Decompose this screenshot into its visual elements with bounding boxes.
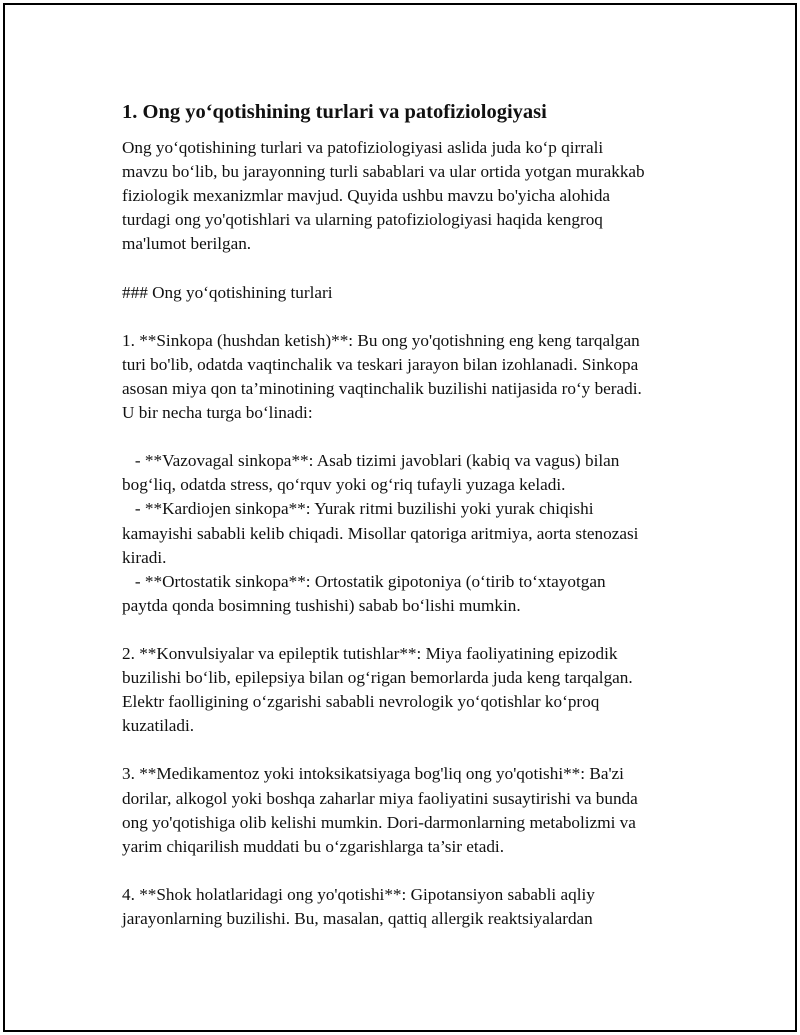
- section-heading: ### Ong yo‘qotishining turlari: [122, 282, 333, 302]
- paragraph-spacer: [122, 256, 692, 280]
- text-line: ong yo'qotishiga olib kelishi mumkin. Dori-darmonlarning metabolizmi va: [122, 812, 636, 832]
- text-line: 4. **Shok holatlaridagi ong yo'qotishi**: Gipotansiyon sababli aqliy: [122, 884, 595, 904]
- text-line: 1. **Sinkopa (hushdan ketish)**: Bu ong yo'qotishning eng keng tarqalgan: [122, 330, 640, 350]
- text-line: buzilishi bo‘lib, epilepsiya bilan og‘rigan bemorlarda juda keng tarqalgan.: [122, 668, 633, 688]
- text-line: - **Vazovagal sinkopa**: Asab tizimi javoblari (kabiq va vagus) bilan: [122, 451, 620, 471]
- text-line: kiradi.: [122, 547, 167, 567]
- text-line: asosan miya qon ta’minotining vaqtinchalik buzilishi natijasida ro‘y beradi.: [122, 378, 642, 398]
- page-frame: [3, 3, 797, 1032]
- text-line: 2. **Konvulsiyalar va epileptik tutishlar**: Miya faoliyatining epizodik: [122, 643, 618, 663]
- text-line: U bir necha turga bo‘linadi:: [122, 403, 313, 423]
- list-item-sinkopa: [122, 329, 692, 425]
- text-line: dorilar, alkogol yoki boshqa zaharlar miya faoliyatini susaytirishi va bunda: [122, 788, 638, 808]
- text-line: 3. **Medikamentoz yoki intoksikatsiyaga bog'liq ong yo'qotishi**: Ba'zi: [122, 764, 624, 784]
- text-line: - **Kardiojen sinkopa**: Yurak ritmi buzilishi yoki yurak chiqishi: [122, 499, 594, 519]
- intro-paragraph: [122, 136, 692, 256]
- text-line: Ong yo‘qotishining turlari va patofiziologiyasi aslida juda ko‘p qirrali: [122, 138, 604, 157]
- list-item-konvulsiyalar: [122, 642, 692, 738]
- paragraph-spacer: [122, 859, 692, 883]
- text-line: Elektr faolligining o‘zgarishi sababli nevrologik yo‘qotishlar ko‘proq: [122, 692, 600, 712]
- text-line: kamayishi sababli kelib chiqadi. Misollar qatoriga aritmiya, aorta stenozasi: [122, 523, 639, 543]
- text-line: - **Ortostatik sinkopa**: Ortostatik gipotoniya (o‘tirib to‘xtayotgan: [122, 571, 606, 591]
- paragraph-spacer: [122, 425, 692, 449]
- text-line: fiziologik mexanizmlar mavjud. Quyida ushbu mavzu bo'yicha alohida: [122, 186, 611, 206]
- document-title: 1. Ong yo‘qotishining turlari va patofiziologiyasi: [122, 101, 547, 123]
- text-line: ma'lumot berilgan.: [122, 234, 252, 254]
- paragraph-spacer: [122, 738, 692, 762]
- text-line: turdagi ong yo'qotishlari va ularning patofiziologiyasi haqida kengroq: [122, 210, 603, 230]
- text-line: yarim chiqarilish muddati bu o‘zgarishlarga ta’sir etadi.: [122, 836, 504, 856]
- text-line: kuzatiladi.: [122, 716, 195, 736]
- sublist-sinkopa-types: [122, 449, 692, 618]
- list-item-medikamentoz: [122, 762, 692, 858]
- text-line: jarayonlarning buzilishi. Bu, masalan, qattiq allergik reaktsiyalardan: [122, 909, 593, 928]
- text-line: bog‘liq, odatda stress, qo‘rquv yoki og‘riq tufayli yuzaga keladi.: [122, 475, 566, 495]
- paragraph-spacer: [122, 618, 692, 642]
- text-line: mavzu bo‘lib, bu jarayonning turli sabablari va ular ortida yotgan murakkab: [122, 162, 645, 182]
- list-item-shok: [122, 883, 692, 931]
- text-line: paytda qonda bosimning tushishi) sabab bo‘lishi mumkin.: [122, 595, 521, 615]
- text-line: turi bo'lib, odatda vaqtinchalik va teskari jarayon bilan izohlanadi. Sinkopa: [122, 354, 639, 374]
- document-body: [122, 98, 692, 931]
- paragraph-spacer: [122, 305, 692, 329]
